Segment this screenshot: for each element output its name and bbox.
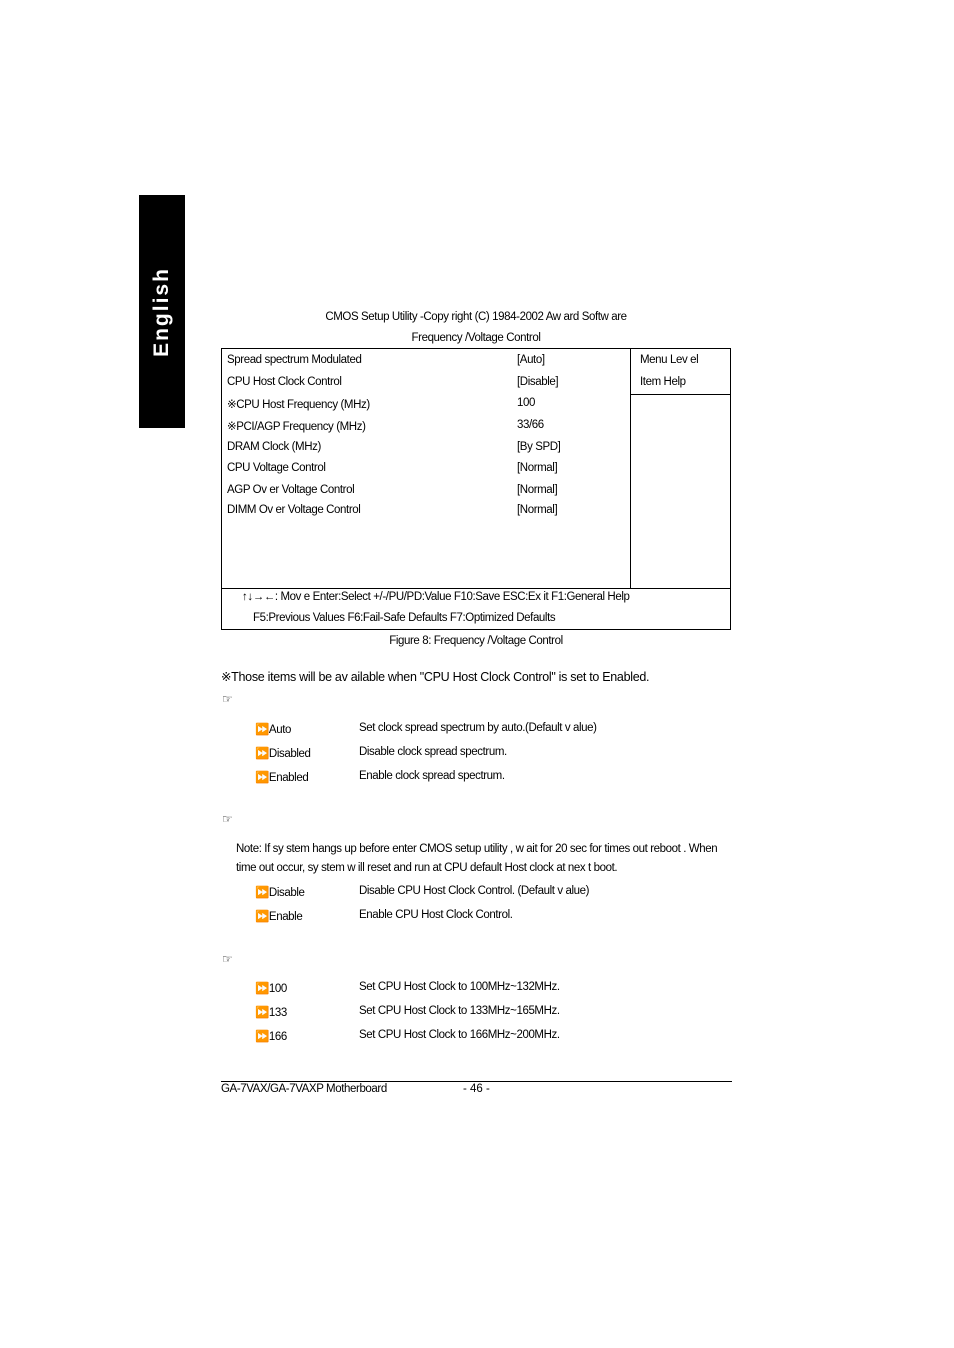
option-key: Disable	[268, 887, 305, 899]
bios-subtitle: Frequency /Voltage Control	[411, 332, 541, 344]
bios-screen	[221, 348, 731, 630]
footer-divider	[221, 1081, 732, 1082]
pointing-hand-icon: ☞	[222, 812, 233, 826]
option-row	[255, 722, 725, 740]
bios-row-value[interactable]: [Normal]	[517, 484, 558, 496]
fast-forward-icon: ⏩	[255, 1031, 269, 1043]
bios-row-value[interactable]: 100	[517, 397, 535, 409]
option-description: Enable clock spread spectrum.	[359, 770, 505, 782]
bios-row-value[interactable]: [Disable]	[517, 376, 559, 388]
footer-model: GA-7VAX/GA-7VAXP Motherboard	[221, 1083, 387, 1095]
fast-forward-icon: ⏩	[255, 1007, 269, 1019]
bios-title: CMOS Setup Utility -Copy right (C) 1984-2002 Aw ard Softw are	[325, 311, 627, 323]
bios-row[interactable]	[227, 376, 627, 396]
option-row	[255, 981, 725, 999]
page-number: - 46 -	[463, 1083, 490, 1095]
bios-key-legend	[222, 588, 730, 630]
host-clock-note	[236, 840, 726, 878]
option-key: Enable	[268, 911, 303, 923]
bios-row-label: ※CPU Host Frequency (MHz)	[227, 399, 370, 411]
fast-forward-icon: ⏩	[255, 748, 269, 760]
bios-row[interactable]	[227, 419, 627, 439]
bios-row-label: ※PCI/AGP Frequency (MHz)	[227, 421, 366, 433]
bios-row-value[interactable]: [Auto]	[517, 354, 545, 366]
key-legend-line-2: F5:Previous Values F6:Fail-Safe Defaults F7:Optimized Defaults	[253, 612, 556, 624]
option-key: 100	[268, 983, 287, 995]
option-row	[255, 1029, 725, 1047]
fast-forward-icon: ⏩	[255, 911, 269, 923]
option-description: Set CPU Host Clock to 166MHz~200MHz.	[359, 1029, 560, 1041]
bios-row-label: CPU Voltage Control	[227, 462, 326, 474]
fast-forward-icon: ⏩	[255, 724, 269, 736]
option-key: 166	[268, 1031, 287, 1043]
option-description: Disable CPU Host Clock Control. (Default v alue)	[359, 885, 590, 897]
option-key: 133	[268, 1007, 287, 1019]
bios-row[interactable]	[227, 354, 627, 374]
option-key: Disabled	[268, 748, 311, 760]
item-help-label: Item Help	[640, 376, 686, 388]
bios-row[interactable]	[227, 504, 627, 524]
host-clock-note-line-2: time out occur, sy stem w ill reset and run at CPU default Host clock at nex t boot.	[236, 862, 618, 874]
bios-row[interactable]	[227, 484, 627, 504]
fast-forward-icon: ⏩	[255, 983, 269, 995]
bios-row-value[interactable]: 33/66	[517, 419, 544, 431]
bios-row[interactable]	[227, 441, 627, 461]
bios-row-value[interactable]: [By SPD]	[517, 441, 561, 453]
pointing-hand-icon: ☞	[222, 952, 233, 966]
bios-row-value[interactable]: [Normal]	[517, 462, 558, 474]
bios-row-label: AGP Ov er Voltage Control	[227, 484, 355, 496]
bios-row[interactable]	[227, 397, 627, 417]
option-description: Set CPU Host Clock to 100MHz~132MHz.	[359, 981, 560, 993]
option-key: Auto	[268, 724, 291, 736]
option-description: Enable CPU Host Clock Control.	[359, 909, 513, 921]
figure-caption: Figure 8: Frequency /Voltage Control	[389, 635, 563, 647]
availability-note: ※Those items will be av ailable when "CPU Host Clock Control" is set to Enabled.	[221, 670, 650, 684]
menu-level-label: Menu Lev el	[640, 354, 699, 366]
option-row	[255, 746, 725, 764]
item-help-panel	[630, 349, 731, 588]
key-legend-line-1: ↑↓→←: Mov e Enter:Select +/-/PU/PD:Value F10:Save ESC:Ex it F1:General Help	[242, 591, 630, 603]
option-description: Set clock spread spectrum by auto.(Default v alue)	[359, 722, 597, 734]
bios-row-label: CPU Host Clock Control	[227, 376, 342, 388]
option-description: Disable clock spread spectrum.	[359, 746, 507, 758]
bios-row-label: Spread spectrum Modulated	[227, 354, 362, 366]
option-key: Enabled	[268, 772, 309, 784]
host-clock-note-line-1: Note: If sy stem hangs up before enter CMOS setup utility , w ait for 20 sec for times out reboot . When	[236, 843, 718, 855]
bios-settings-panel	[222, 349, 630, 588]
fast-forward-icon: ⏩	[255, 772, 269, 784]
bios-row[interactable]	[227, 462, 627, 482]
bios-row-label: DIMM Ov er Voltage Control	[227, 504, 361, 516]
language-side-tab	[139, 195, 185, 428]
language-label: English	[150, 266, 173, 357]
option-description: Set CPU Host Clock to 133MHz~165MHz.	[359, 1005, 560, 1017]
option-row	[255, 1005, 725, 1023]
bios-row-value[interactable]: [Normal]	[517, 504, 558, 516]
pointing-hand-icon: ☞	[222, 692, 233, 706]
option-row	[255, 885, 725, 903]
option-row	[255, 770, 725, 788]
fast-forward-icon: ⏩	[255, 887, 269, 899]
option-row	[255, 909, 725, 927]
bios-row-label: DRAM Clock (MHz)	[227, 441, 321, 453]
